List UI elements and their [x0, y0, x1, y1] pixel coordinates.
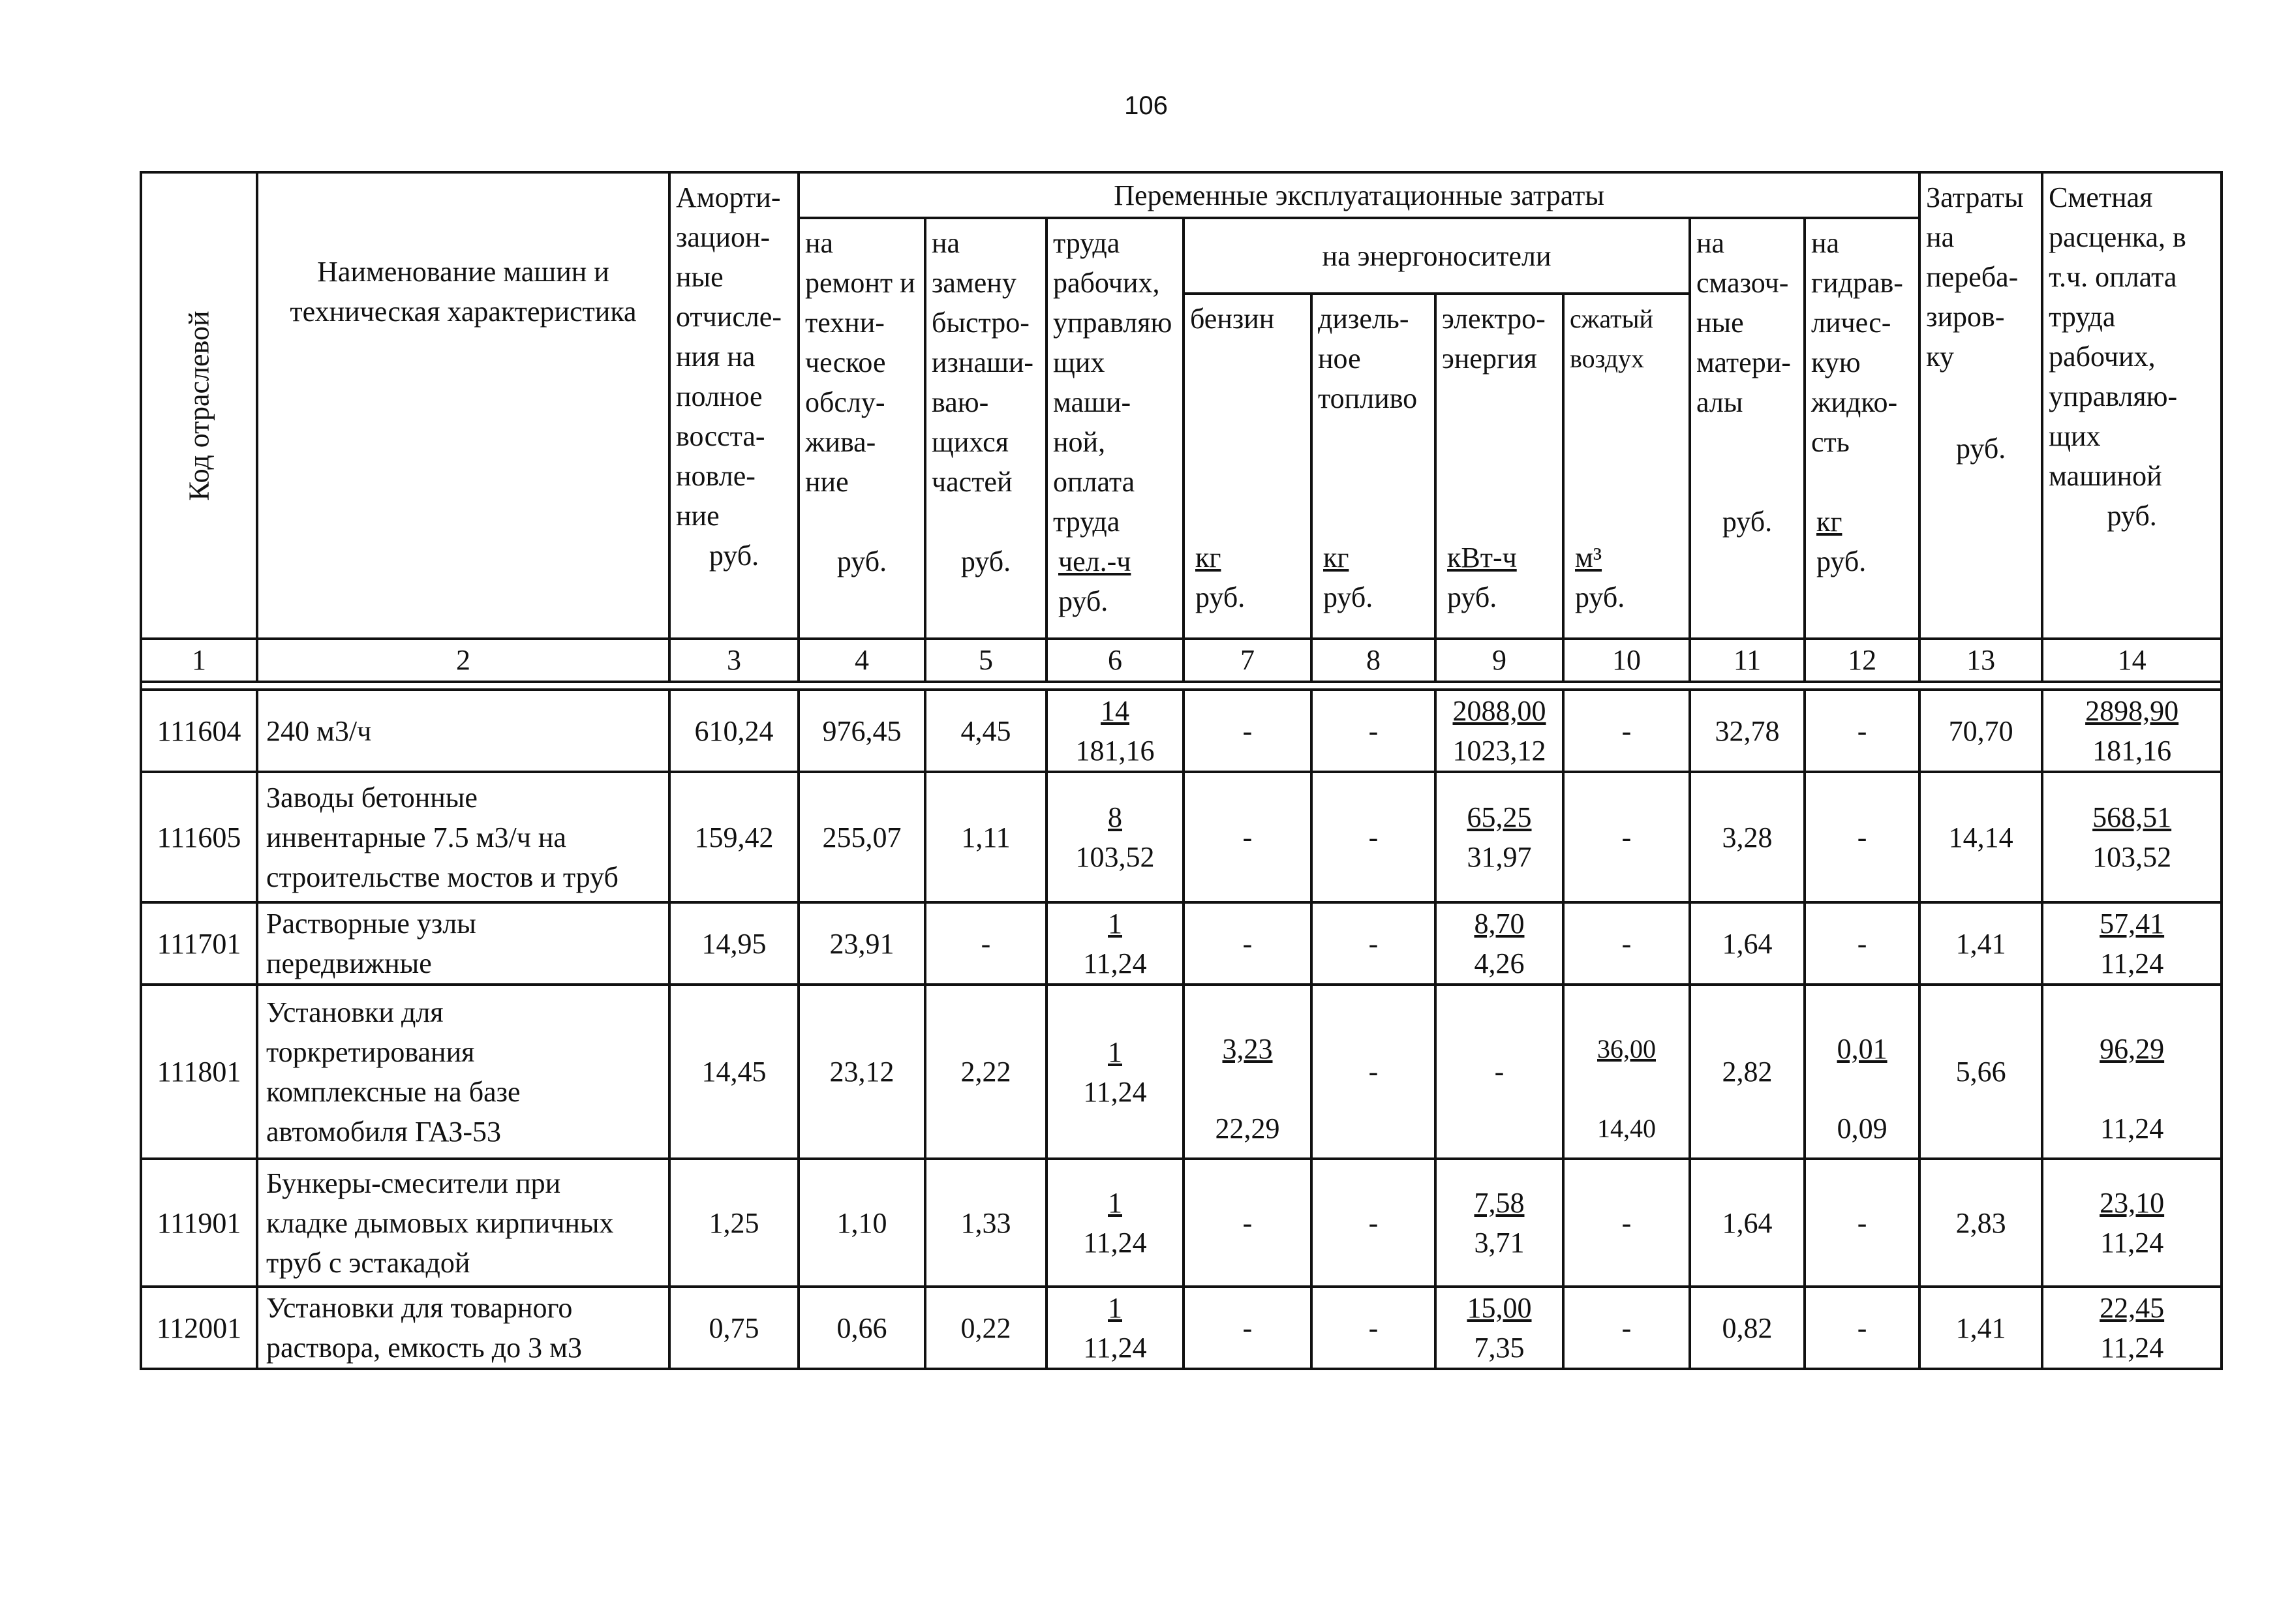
column-number: 6	[1047, 639, 1184, 682]
row-electric-kwh: 65,25	[1467, 801, 1532, 833]
column-number: 4	[799, 639, 925, 682]
row-parts: 0,22	[925, 1287, 1047, 1369]
row-petrol: -	[1184, 772, 1311, 902]
column-number: 7	[1184, 639, 1311, 682]
row-code: 112001	[141, 1287, 257, 1369]
row-electric	[1435, 902, 1563, 985]
row-relocation: 70,70	[1919, 690, 2042, 772]
header-repair	[799, 218, 925, 639]
row-amort: 14,45	[669, 985, 799, 1159]
row-code: 111801	[141, 985, 257, 1159]
row-estimate-labor: 103,52	[2092, 841, 2172, 873]
row-relocation: 5,66	[1919, 985, 2042, 1159]
header-variable-costs	[799, 172, 1919, 218]
row-repair: 23,91	[799, 902, 925, 985]
row-name: Бункеры-смесители при кладке дымовых кирпичных труб с эстакадой	[257, 1159, 669, 1287]
row-air-cost: 14,40	[1597, 1114, 1656, 1143]
header-labor	[1047, 218, 1184, 639]
row-relocation: 1,41	[1919, 902, 2042, 985]
row-hydraulic-kg: 0,01	[1837, 1033, 1887, 1065]
row-diesel: -	[1311, 1287, 1435, 1369]
header-hydraulic	[1805, 218, 1919, 639]
header-amort-label: Аморти- зацион- ные отчисле- ния на полное восста- новле- ние	[676, 181, 782, 532]
header-hydraulic-label: на гидрав- личес- кую жидко- сть	[1811, 227, 1903, 458]
row-labor	[1047, 1159, 1184, 1287]
header-amort	[669, 172, 799, 639]
row-labor	[1047, 985, 1184, 1159]
row-petrol: -	[1184, 1287, 1311, 1369]
row-electric-kwh: 15,00	[1467, 1292, 1532, 1324]
header-hydraulic-unit-bottom: руб.	[1816, 545, 1867, 577]
row-lube: 2,82	[1690, 985, 1805, 1159]
header-parts	[925, 218, 1047, 639]
row-parts: 2,22	[925, 985, 1047, 1159]
header-code-label: Код отраслевой	[183, 310, 215, 501]
row-parts: 1,11	[925, 772, 1047, 902]
machine-cost-table	[140, 171, 2223, 1370]
row-diesel: -	[1311, 985, 1435, 1159]
row-repair: 0,66	[799, 1287, 925, 1369]
row-labor-cost: 11,24	[1083, 1227, 1147, 1259]
row-petrol	[1184, 985, 1311, 1159]
row-air: -	[1563, 902, 1690, 985]
row-labor-hours: 8	[1108, 801, 1122, 833]
row-estimate	[2042, 902, 2222, 985]
row-amort: 14,95	[669, 902, 799, 985]
column-number: 12	[1805, 639, 1919, 682]
row-diesel: -	[1311, 1159, 1435, 1287]
row-estimate-total: 2898,90	[2085, 695, 2179, 727]
column-number: 8	[1311, 639, 1435, 682]
row-labor-cost: 103,52	[1075, 841, 1155, 873]
row-estimate-total: 22,45	[2100, 1292, 2165, 1324]
header-diesel-label: дизель- ное топливо	[1318, 303, 1418, 414]
row-air: -	[1563, 772, 1690, 902]
row-electric-cost: 4,26	[1474, 947, 1525, 979]
row-electric	[1435, 690, 1563, 772]
row-diesel: -	[1311, 772, 1435, 902]
header-electric-label: электро- энергия	[1442, 303, 1546, 375]
row-petrol-kg: 3,23	[1222, 1033, 1273, 1065]
row-hydraulic	[1805, 985, 1919, 1159]
row-lube: 32,78	[1690, 690, 1805, 772]
row-air: -	[1563, 1159, 1690, 1287]
header-parts-label: на замену быстро- изнаши- ваю- щихся частей	[932, 227, 1034, 498]
header-labor-label: труда рабочих, управляю щих маши- ной, оплата труда	[1053, 227, 1172, 538]
header-relocation	[1919, 172, 2042, 639]
row-air	[1563, 985, 1690, 1159]
row-labor-cost: 11,24	[1083, 1075, 1147, 1108]
row-estimate	[2042, 1287, 2222, 1369]
row-repair: 23,12	[799, 985, 925, 1159]
row-amort: 159,42	[669, 772, 799, 902]
row-parts: 1,33	[925, 1159, 1047, 1287]
row-air-m3: 36,00	[1597, 1034, 1656, 1064]
row-parts: -	[925, 902, 1047, 985]
row-repair: 255,07	[799, 772, 925, 902]
header-name	[257, 172, 669, 639]
row-estimate	[2042, 772, 2222, 902]
row-name: Растворные узлы передвижные	[257, 902, 669, 985]
header-petrol-unit-bottom: руб.	[1195, 581, 1245, 613]
header-estimate-unit: руб.	[2107, 500, 2157, 532]
table-row	[141, 1287, 2222, 1369]
header-electric-unit-top: кВт-ч	[1447, 542, 1517, 574]
row-lube: 0,82	[1690, 1287, 1805, 1369]
header-lube-label: на смазоч- ные матери- алы	[1696, 227, 1791, 418]
row-estimate	[2042, 985, 2222, 1159]
row-labor-hours: 14	[1101, 695, 1129, 727]
column-number: 2	[257, 639, 669, 682]
row-name: Установки для товарного раствора, емкость до 3 м3	[257, 1287, 669, 1369]
row-estimate-labor: 11,24	[2100, 1332, 2164, 1364]
row-relocation: 2,83	[1919, 1159, 2042, 1287]
header-electric-unit-bottom: руб.	[1447, 581, 1497, 613]
header-name-label: Наименование машин и техническая характеристика	[290, 256, 637, 328]
column-number: 5	[925, 639, 1047, 682]
header-code	[141, 172, 257, 639]
row-labor-cost: 11,24	[1083, 947, 1147, 979]
header-estimate-label: Сметная расценка, в т.ч. оплата труда рабочих, управляю- щих машиной	[2049, 181, 2186, 492]
header-hydraulic-unit-top: кг	[1816, 506, 1842, 538]
row-hydraulic: -	[1805, 1287, 1919, 1369]
row-labor	[1047, 772, 1184, 902]
row-petrol-cost: 22,29	[1215, 1112, 1280, 1144]
table-row	[141, 985, 2222, 1159]
row-labor-hours: 1	[1108, 1292, 1122, 1324]
row-code: 111604	[141, 690, 257, 772]
row-labor-hours: 1	[1108, 908, 1122, 940]
column-number: 10	[1563, 639, 1690, 682]
row-electric	[1435, 1287, 1563, 1369]
row-labor-hours: 1	[1108, 1035, 1122, 1068]
header-labor-unit-top: чел.-ч	[1058, 545, 1131, 577]
row-name: Заводы бетонные инвентарные 7.5 м3/ч на строительстве мостов и труб	[257, 772, 669, 902]
row-estimate-total: 568,51	[2092, 801, 2172, 833]
row-electric-kwh: 2088,00	[1452, 695, 1546, 727]
row-electric-cost: 31,97	[1467, 841, 1532, 873]
row-estimate-total: 96,29	[2100, 1033, 2165, 1065]
row-amort: 0,75	[669, 1287, 799, 1369]
header-diesel-unit-top: кг	[1323, 542, 1349, 574]
row-estimate-labor: 181,16	[2092, 735, 2172, 767]
row-electric-cost: 3,71	[1474, 1227, 1525, 1259]
header-relocation-label: Затраты на переба- зиров- ку	[1926, 181, 2024, 373]
row-diesel: -	[1311, 690, 1435, 772]
row-name: Установки для торкретирования комплексные на базе автомобиля ГАЗ-53	[257, 985, 669, 1159]
column-number: 9	[1435, 639, 1563, 682]
row-code: 111901	[141, 1159, 257, 1287]
header-petrol-unit-top: кг	[1195, 542, 1221, 574]
header-amort-unit: руб.	[709, 540, 759, 572]
row-electric	[1435, 1159, 1563, 1287]
row-petrol: -	[1184, 690, 1311, 772]
row-electric-cost: 7,35	[1474, 1332, 1525, 1364]
row-hydraulic: -	[1805, 1159, 1919, 1287]
row-hydraulic-cost: 0,09	[1837, 1112, 1887, 1144]
header-variable-costs-label: Переменные эксплуатационные затраты	[1114, 179, 1604, 211]
row-labor-hours: 1	[1108, 1187, 1122, 1219]
row-hydraulic: -	[1805, 772, 1919, 902]
row-lube: 1,64	[1690, 902, 1805, 985]
column-number: 1	[141, 639, 257, 682]
header-petrol	[1184, 294, 1311, 639]
row-electric-kwh: 7,58	[1474, 1187, 1525, 1219]
column-number: 3	[669, 639, 799, 682]
row-estimate-total: 23,10	[2100, 1187, 2165, 1219]
row-estimate	[2042, 1159, 2222, 1287]
column-number-row	[141, 639, 2222, 682]
header-repair-unit: руб.	[836, 545, 887, 577]
table-row	[141, 1159, 2222, 1287]
header-air-label: сжатый воздух	[1570, 304, 1653, 373]
row-code: 111701	[141, 902, 257, 985]
header-electric	[1435, 294, 1563, 639]
row-petrol: -	[1184, 902, 1311, 985]
row-electric-kwh: 8,70	[1474, 908, 1525, 940]
column-number: 14	[2042, 639, 2222, 682]
row-hydraulic: -	[1805, 902, 1919, 985]
row-diesel: -	[1311, 902, 1435, 985]
row-electric	[1435, 772, 1563, 902]
row-labor-cost: 11,24	[1083, 1332, 1147, 1364]
row-relocation: 14,14	[1919, 772, 2042, 902]
header-lube-unit: руб.	[1722, 506, 1773, 538]
table-row	[141, 772, 2222, 902]
row-lube: 3,28	[1690, 772, 1805, 902]
row-estimate-labor: 11,24	[2100, 1112, 2164, 1144]
column-number: 11	[1690, 639, 1805, 682]
header-diesel	[1311, 294, 1435, 639]
column-number: 13	[1919, 639, 2042, 682]
header-lube	[1690, 218, 1805, 639]
header-energy-label: на энергоносители	[1322, 239, 1551, 272]
row-estimate-labor: 11,24	[2100, 1227, 2164, 1259]
row-petrol: -	[1184, 1159, 1311, 1287]
row-amort: 610,24	[669, 690, 799, 772]
row-labor	[1047, 902, 1184, 985]
table-row	[141, 690, 2222, 772]
row-hydraulic: -	[1805, 690, 1919, 772]
row-estimate-labor: 11,24	[2100, 947, 2164, 979]
header-air-unit-top: м³	[1575, 542, 1602, 574]
header-air	[1563, 294, 1690, 639]
row-repair: 976,45	[799, 690, 925, 772]
header-estimate	[2042, 172, 2222, 639]
row-electric-cost: 1023,12	[1452, 735, 1546, 767]
page-number: 106	[1124, 91, 1168, 120]
row-estimate	[2042, 690, 2222, 772]
header-air-unit-bottom: руб.	[1575, 581, 1625, 613]
row-repair: 1,10	[799, 1159, 925, 1287]
row-parts: 4,45	[925, 690, 1047, 772]
row-labor-cost: 181,16	[1075, 735, 1155, 767]
row-labor	[1047, 1287, 1184, 1369]
header-labor-unit-bottom: руб.	[1058, 585, 1108, 617]
header-repair-label: на ремонт и техни- ческое обслу- жива- ние	[805, 227, 915, 498]
row-amort: 1,25	[669, 1159, 799, 1287]
header-parts-unit: руб.	[960, 545, 1011, 577]
row-code: 111605	[141, 772, 257, 902]
row-air: -	[1563, 690, 1690, 772]
row-air: -	[1563, 1287, 1690, 1369]
row-name: 240 м3/ч	[257, 690, 669, 772]
header-petrol-label: бензин	[1190, 303, 1275, 335]
row-estimate-total: 57,41	[2100, 908, 2165, 940]
table-row	[141, 902, 2222, 985]
header-energy	[1184, 218, 1690, 294]
row-electric: -	[1435, 985, 1563, 1159]
row-labor	[1047, 690, 1184, 772]
header-diesel-unit-bottom: руб.	[1323, 581, 1373, 613]
header-relocation-unit: руб.	[1956, 433, 2006, 465]
row-lube: 1,64	[1690, 1159, 1805, 1287]
row-relocation: 1,41	[1919, 1287, 2042, 1369]
